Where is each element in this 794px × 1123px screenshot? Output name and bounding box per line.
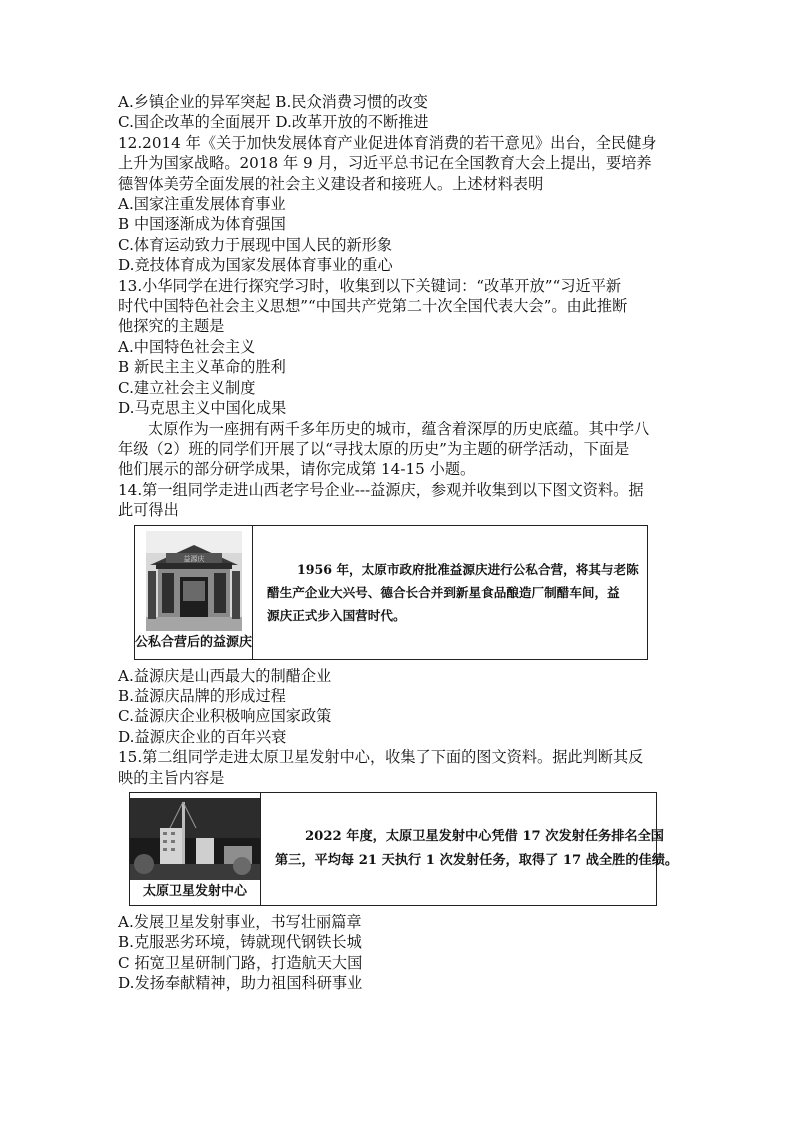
q11-options-line-2: C.国企改革的全面展开 D.改革开放的不断推进 bbox=[118, 113, 429, 132]
q12-option-c: C.体育运动致力于展现中国人民的新形象 bbox=[118, 235, 393, 254]
q13-option-c: C.建立社会主义制度 bbox=[118, 378, 256, 397]
q14-stem-line: 此可得出 bbox=[118, 501, 179, 520]
q14-figure-text-line: 源庆正式步入国营时代。 bbox=[267, 607, 406, 623]
intro-line: 他们展示的部分研学成果，请你完成第 14-15 小题。 bbox=[118, 460, 476, 479]
q14-option-c: C.益源庆企业积极响应国家政策 bbox=[118, 707, 332, 726]
q14-stem-line: 14.第一组同学走进山西老字号企业---益源庆，参观并收集到以下图文资料。据 bbox=[118, 480, 644, 499]
exam-page bbox=[118, 92, 678, 994]
q15-option-c: C 拓宽卫星研制门路，打造航天大国 bbox=[118, 953, 363, 972]
q11-options-line-1: A.乡镇企业的异军突起 B.民众消费习惯的改变 bbox=[118, 93, 428, 111]
q15-figure-text-line: 2022 年度，太原卫星发射中心凭借 17 次发射任务排名全国 bbox=[305, 828, 664, 844]
q15-option-d: D.发扬奉献精神，助力祖国科研事业 bbox=[118, 974, 363, 993]
q15-stem-line: 15.第二组同学走进太原卫星发射中心，收集了下面的图文资料。据此判断其反 bbox=[118, 748, 644, 767]
question-15 bbox=[118, 747, 678, 993]
question-12 bbox=[118, 133, 678, 276]
q12-option-b: B 中国逐渐成为体育强国 bbox=[118, 215, 286, 234]
yiyuanqing-building-photo bbox=[146, 531, 242, 631]
q14-option-a: A.益源庆是山西最大的制醋企业 bbox=[118, 666, 332, 685]
q15-figure-text bbox=[261, 793, 692, 905]
q12-stem-line: 德智体美劳全面发展的社会主义建设者和接班人。上述材料表明 bbox=[118, 174, 544, 193]
q14-figure-text bbox=[253, 526, 653, 659]
q15-stem-line: 映的主旨内容是 bbox=[118, 768, 225, 787]
q15-option-a: A.发展卫星发射事业，书写壮丽篇章 bbox=[118, 912, 362, 931]
q15-figure bbox=[129, 792, 679, 906]
q15-figure-image-cell bbox=[130, 793, 261, 905]
q11-options bbox=[118, 92, 678, 133]
intro-line: 太原作为一座拥有两千多年历史的城市，蕴含着深厚的历史底蕴。其中学八 bbox=[148, 419, 650, 438]
q14-figure-text-line: 醋生产企业大兴号、德合长合并到新星食品酿造厂制醋车间，益 bbox=[267, 584, 620, 600]
q14-option-b: B.益源庆品牌的形成过程 bbox=[118, 686, 286, 705]
q12-option-a: A.国家注重发展体育事业 bbox=[118, 195, 286, 214]
q14-option-d: D.益源庆企业的百年兴衰 bbox=[118, 727, 287, 746]
satellite-launch-center-photo bbox=[130, 798, 260, 880]
q15-figure-caption: 太原卫星发射中心 bbox=[142, 883, 247, 899]
q12-stem-line: 12.2014 年《关于加快发展体育产业促进体育消费的若干意见》出台，全民健身 bbox=[118, 133, 657, 152]
q14-figure-image-cell bbox=[135, 526, 253, 659]
sign-text: 益源庆 bbox=[183, 554, 204, 563]
q12-option-d: D.竞技体育成为国家发展体育事业的重心 bbox=[118, 256, 393, 275]
question-13 bbox=[118, 276, 678, 419]
q14-figure bbox=[134, 525, 648, 660]
q12-stem-line: 上升为国家战略。2018 年 9 月，习近平总书记在全国教育大会上提出，要培养 bbox=[118, 154, 652, 173]
q14-figure-text-line: 1956 年，太原市政府批准益源庆进行公私合营，将其与老陈 bbox=[297, 561, 639, 577]
q13-option-d: D.马克思主义中国化成果 bbox=[118, 399, 287, 418]
q13-option-b: B 新民主主义革命的胜利 bbox=[118, 358, 286, 377]
intro-paragraph bbox=[118, 419, 678, 480]
q13-stem-line: 他探究的主题是 bbox=[118, 317, 225, 336]
q15-option-b: B.克服恶劣环境，铸就现代钢铁长城 bbox=[118, 933, 362, 952]
q13-stem-line: 时代中国特色社会主义思想”“中国共产党第二十次全国代表大会”。由此推断 bbox=[118, 297, 628, 316]
q14-figure-caption: 公私合营后的益源庆 bbox=[135, 634, 253, 650]
question-14 bbox=[118, 480, 678, 747]
q15-figure-text-line: 第三，平均每 21 天执行 1 次发射任务，取得了 17 战全胜的佳绩。 bbox=[275, 852, 679, 868]
q13-option-a: A.中国特色社会主义 bbox=[118, 337, 256, 356]
q13-stem-line: 13.小华同学在进行探究学习时，收集到以下关键词：“改革开放”“习近平新 bbox=[118, 276, 622, 295]
intro-line: 年级（2）班的同学们开展了以“寻找太原的历史”为主题的研学活动，下面是 bbox=[118, 439, 630, 458]
